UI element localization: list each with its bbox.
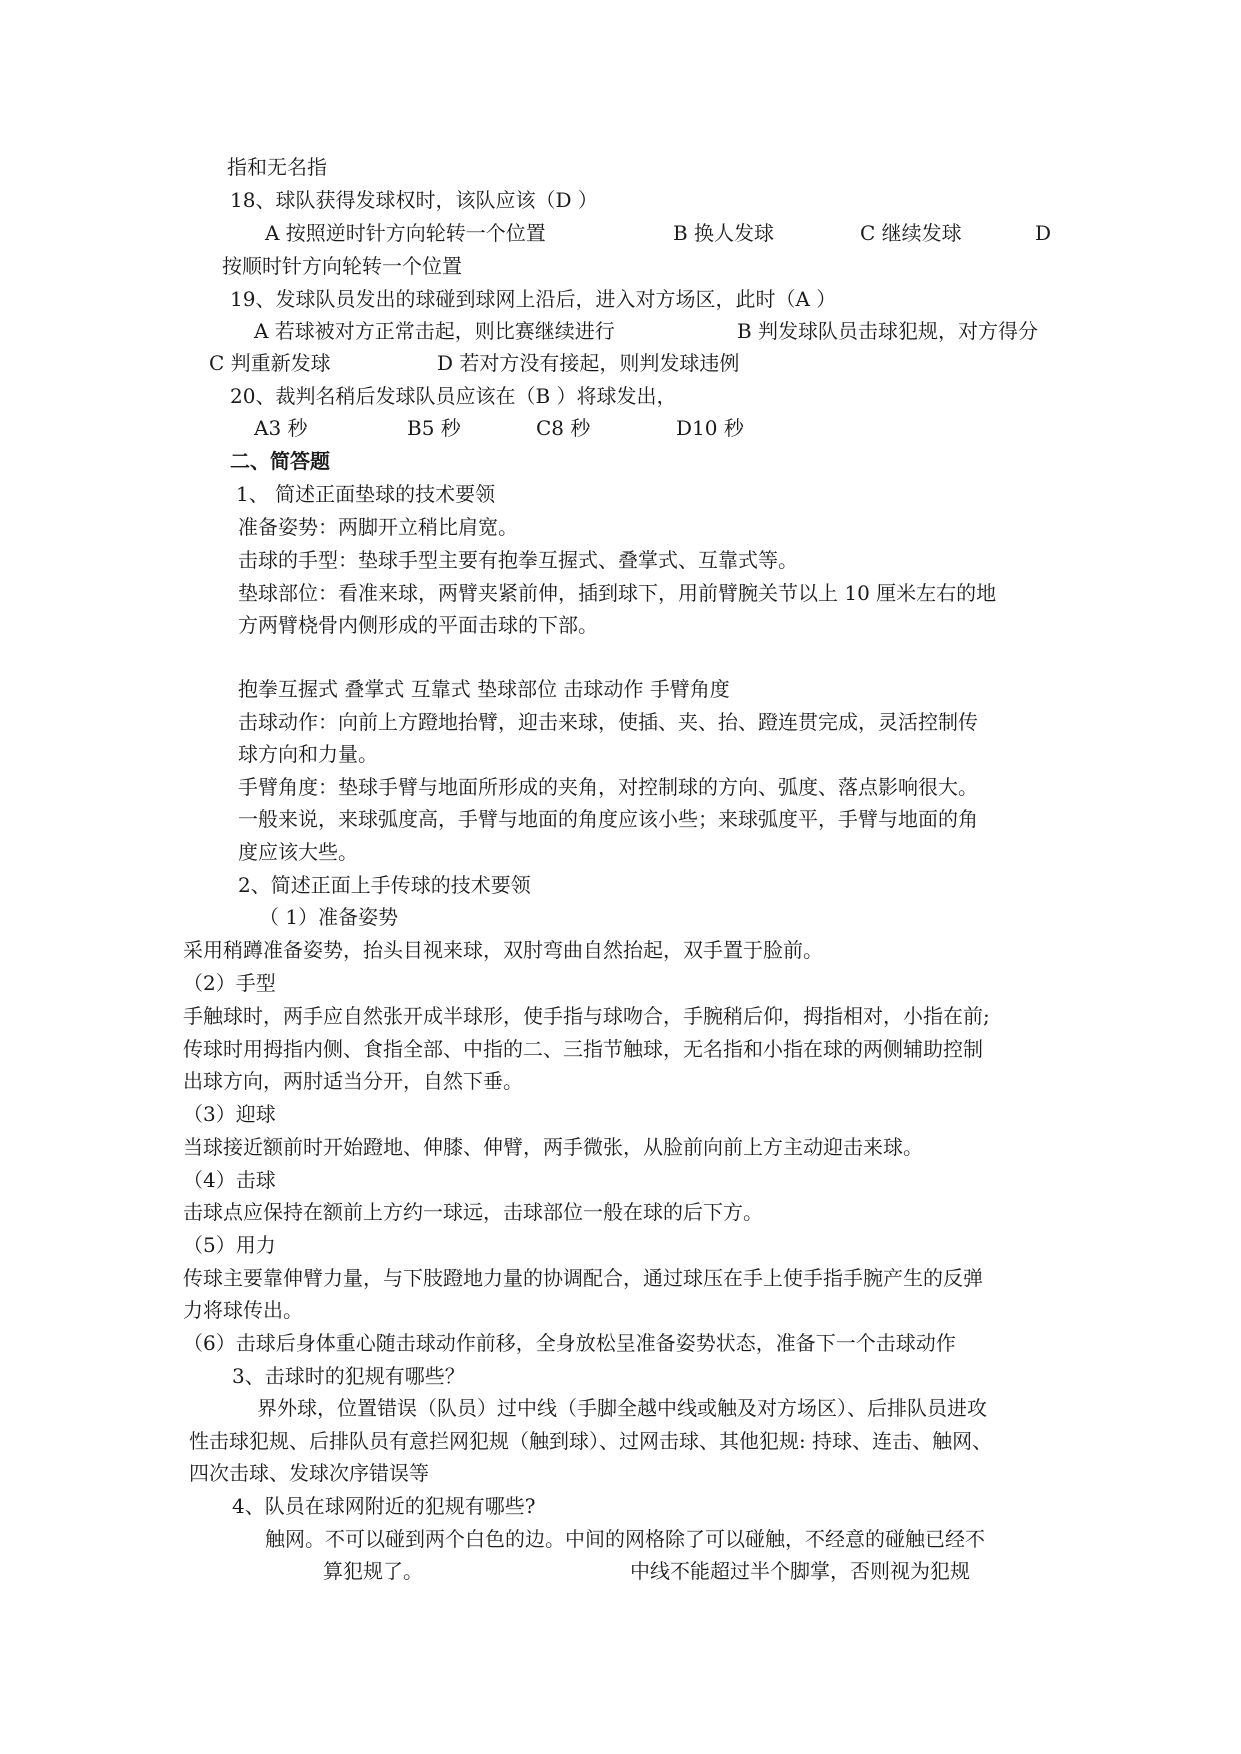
sa2-paragraph-1: 采用稍蹲准备姿势，抬头目视来球，双肘弯曲自然抬起，双手置于脸前。 [183, 938, 823, 962]
q19-option-b: B 判发球队员击球犯规，对方得分 [737, 319, 1039, 343]
q18-stem: 18、球队获得发球权时，该队应该（D ） [230, 188, 598, 212]
sa3-answer-line3: 四次击球、发球次序错误等 [189, 1461, 429, 1485]
sa1-prep: 准备姿势：两脚开立稍比肩宽。 [238, 515, 518, 539]
q20-stem: 20、裁判名稍后发球队员应该在（B ）将球发出， [230, 384, 677, 408]
sa1-title: 1、 简述正面垫球的技术要领 [236, 482, 496, 506]
sa2-heading-2: （2）手型 [183, 971, 276, 995]
sa2-paragraph-5-line1: 传球主要靠伸臂力量，与下肢蹬地力量的协调配合，通过球压在手上使手指手腕产生的反弹 [183, 1266, 983, 1290]
sa2-paragraph-2-line1: 手触球时，两手应自然张开成半球形，使手指与球吻合，手腕稍后仰，拇指相对，小指在前; [183, 1004, 990, 1028]
sa4-answer-line2b: 中线不能超过半个脚掌，否则视为犯规 [630, 1559, 970, 1583]
q20-option-d: D10 秒 [676, 416, 744, 440]
q19-option-a: A 若球被对方正常击起，则比赛继续进行 [254, 319, 615, 343]
q18-option-a: A 按照逆时针方向轮转一个位置 [265, 221, 546, 245]
sa2-title: 2、简述正面上手传球的技术要领 [238, 873, 531, 897]
sa2-paragraph-2-line3: 出球方向，两肘适当分开，自然下垂。 [183, 1069, 523, 1093]
sa1-action-line1: 击球动作：向前上方蹬地抬臂，迎击来球，使插、夹、抬、蹬连贯完成，灵活控制传 [238, 710, 978, 734]
sa1-keywords: 抱拳互握式 叠掌式 互靠式 垫球部位 击球动作 手臂角度 [238, 677, 730, 701]
q19-option-d: D 若对方没有接起，则判发球违例 [437, 351, 740, 375]
sa1-part-line2: 方两臂桡骨内侧形成的平面击球的下部。 [238, 613, 598, 637]
q18-option-d-text: 按顺时针方向轮转一个位置 [222, 254, 462, 278]
q17-continuation: 指和无名指 [227, 155, 327, 179]
q20-option-b: B5 秒 [407, 416, 461, 440]
q18-option-b: B 换人发球 [673, 221, 775, 245]
sa2-heading-6: （6）击球后身体重心随击球动作前移，全身放松呈准备姿势状态，准备下一个击球动作 [183, 1331, 956, 1355]
sa2-heading-1: （ 1）准备姿势 [259, 905, 399, 929]
sa3-answer-line1: 界外球，位置错误（队员）过中线（手脚全越中线或触及对方场区）、后排队员进攻 [257, 1396, 987, 1420]
sa1-part-line1: 垫球部位：看准来球，两臂夹紧前伸，插到球下，用前臂腕关节以上 10 厘米左右的地 [238, 581, 997, 605]
sa3-title: 3、击球时的犯规有哪些？ [232, 1364, 465, 1388]
q19-option-c: C 判重新发球 [209, 351, 331, 375]
q19-stem: 19、发球队员发出的球碰到球网上沿后，进入对方场区，此时（A ） [230, 287, 837, 311]
sa2-heading-5: （5）用力 [183, 1233, 276, 1257]
sa1-angle-line1: 手臂角度：垫球手臂与地面所形成的夹角，对控制球的方向、弧度、落点影响很大。 [238, 775, 978, 799]
sa3-answer-line2: 性击球犯规、后排队员有意拦网犯规（触到球）、过网击球、其他犯规: 持球、连击、触网、 [189, 1429, 993, 1453]
sa2-heading-3: （3）迎球 [183, 1102, 276, 1126]
sa1-angle-line2: 一般来说，来球弧度高，手臂与地面的角度应该小些；来球弧度平，手臂与地面的角 [238, 807, 978, 831]
sa2-paragraph-4: 击球点应保持在额前上方约一球远，击球部位一般在球的后下方。 [183, 1200, 763, 1224]
q20-option-c: C8 秒 [536, 416, 591, 440]
sa2-paragraph-5-line2: 力将球传出。 [183, 1298, 303, 1322]
sa1-grip: 击球的手型：垫球手型主要有抱拳互握式、叠掌式、互靠式等。 [238, 548, 798, 572]
sa1-action-line2: 球方向和力量。 [238, 742, 378, 766]
q18-option-c: C 继续发球 [860, 221, 962, 245]
sa4-answer-line2a: 算犯规了。 [323, 1559, 423, 1583]
q20-option-a: A3 秒 [254, 416, 308, 440]
sa1-angle-line3: 度应该大些。 [238, 840, 358, 864]
sa4-title: 4、队员在球网附近的犯规有哪些? [232, 1494, 536, 1518]
sa2-paragraph-2-line2: 传球时用拇指内侧、食指全部、中指的二、三指节触球，无名指和小指在球的两侧辅助控制 [183, 1037, 983, 1061]
section-title: 二、简答题 [230, 449, 330, 473]
sa2-heading-4: （4）击球 [183, 1168, 276, 1192]
sa4-answer-line1: 触网。不可以碰到两个白色的边。中间的网格除了可以碰触，不经意的碰触已经不 [265, 1527, 985, 1551]
q18-option-d-label: D [1035, 221, 1052, 245]
sa2-paragraph-3: 当球接近额前时开始蹬地、伸膝、伸臂，两手微张，从脸前向前上方主动迎击来球。 [183, 1135, 923, 1159]
